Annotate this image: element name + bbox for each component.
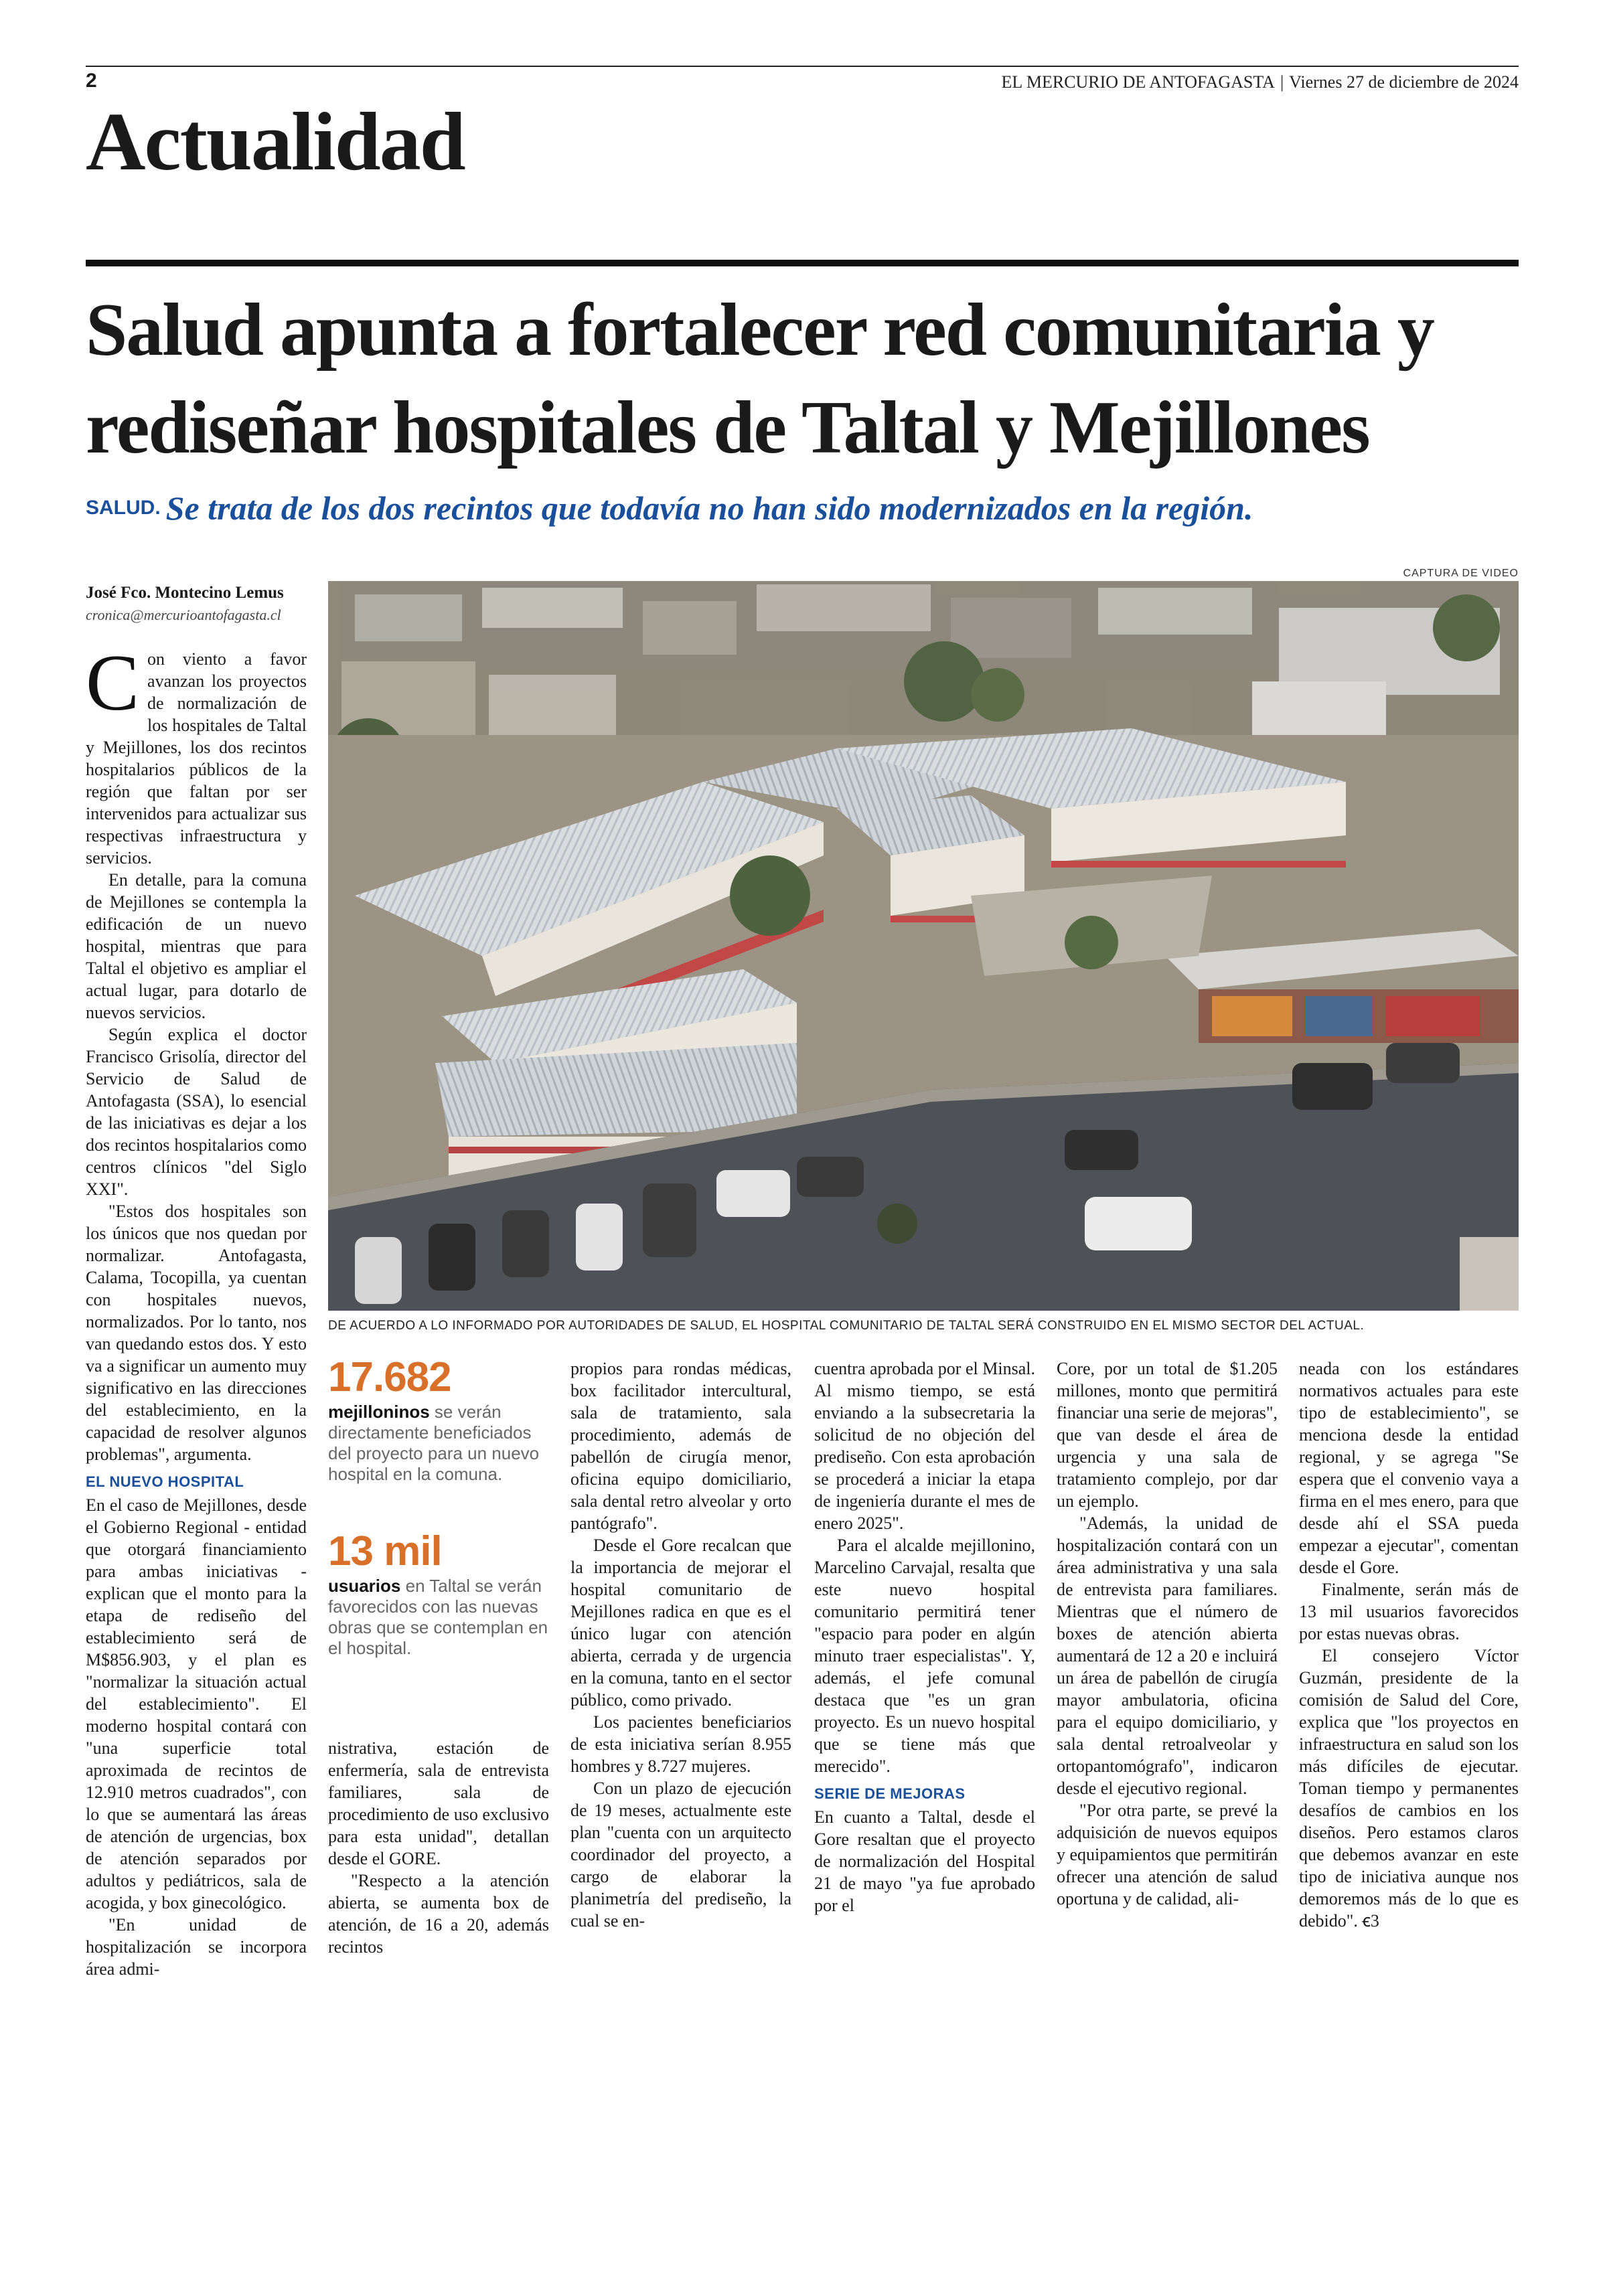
stat-keyword: usuarios <box>328 1576 401 1596</box>
stat-description <box>328 1402 556 1485</box>
article-deck: Se trata de los dos recintos que todavía no han sido modernizados en la región. <box>165 489 1253 527</box>
paragraph: "Por otra parte, se prevé la adquisición de nuevos equipos y equipamientos que permitirán ofrecer una atención de salud oportuna y de calidad, ali- <box>1057 1801 1278 1908</box>
article-headline: Salud apunta a fortalecer red comunitaria y rediseñar hospitales de Taltal y Mejillones <box>86 289 1434 469</box>
column-5 <box>1057 1358 1278 1910</box>
masthead <box>1002 72 1519 92</box>
paragraph: En cuanto a Taltal, desde el Gore resaltan que el proyecto de normalización del Hospital 21 de mayo "ya fue aprobado por el <box>814 1807 1035 1915</box>
drop-cap: C <box>86 638 140 727</box>
stat-description <box>328 1576 556 1659</box>
stat-number: 13 mil <box>328 1528 442 1574</box>
paragraph: "Estos dos hospitales son los únicos que nos quedan por normalizar. Antofagasta, Calama, Tocopilla, ya cuentan con hospitales nuevos, normalizados. Por lo tanto, nos van quedando estos dos. Y esto va a significar un aumento muy significativo en las direcciones del establecimiento, en la capacidad de resolver algunos problemas", argumenta. <box>86 1202 307 1464</box>
publication-date: Viernes 27 de diciembre de 2024 <box>1289 72 1519 92</box>
stat-text: se verán directamente beneficiados del proyecto para un nuevo hospital en la comuna. <box>328 1402 540 1484</box>
paragraph: cuentra aprobada por el Minsal. Al mismo tiempo, se está enviando a la subsecretaria la solicitud de no objeción del prediseño. Con esta aprobación se procederá a iniciar la etapa de ingeniería durante el mes de enero 2025". <box>814 1359 1035 1533</box>
paragraph: neada con los estándares normativos actuales para este tipo de establecimiento", se menciona desde la entidad regional, y se agrega "Se espera que el convenio vaya a firma en el mes enero, para que desde ahí el SSA pueda empezar a ejecutar", comentan desde el Gore. <box>1299 1359 1519 1577</box>
author-email: cronica@mercurioantofagasta.cl <box>86 606 281 623</box>
paragraph: Para el alcalde mejillonino, Marcelino Carvajal, resalta que este nuevo hospital comunitario permitirá tener "espacio para poder en algún minuto traer especialistas". Y, además, el jefe comunal destaca que "es un gran proyecto. Es un nuevo hospital que se tiene más que merecido". <box>814 1536 1035 1776</box>
paragraph: Los pacientes beneficiarios de esta iniciativa serían 8.955 hombres y 8.727 mujeres. <box>570 1712 791 1776</box>
author-name: José Fco. Montecino Lemus <box>86 584 284 602</box>
paragraph: on viento a favor avanzan los proyectos de normalización de los hospitales de Taltal y Mejillones, los dos recintos hospitalarios públicos de la región que faltan por ser intervenidos para actualizar sus respectivas infraestructura y servicios. <box>86 649 307 868</box>
paragraph: "Además, la unidad de hospitalización contará con un área administrativa y una sala de entrevista para familiares. Mientras que el número de boxes de atención abierta aumentará de 12 a 20 e incluirá un área de pabellón de cirugía mayor ambulatoria, oficina para el equipo domiciliario, y sala dental retroalveolar y ortopantomógrafo", indicaron desde el ejecutivo regional. <box>1057 1513 1278 1798</box>
paragraph-text: El consejero Víctor Guzmán, presidente de la comisión de Salud del Core, explica que "los proyectos en infraestructura en salud son los más difíciles de ejecutar. Toman tiempo y permanentes desafíos de cambios en los diseños. Pero estamos claros que debemos avanzar en este tipo de iniciativa aunque nos demoremos más de lo que es debido". <box>1299 1646 1519 1931</box>
paragraph: nistrativa, estación de enfermería, sala de entrevista familiares, sala de procedimiento de uso exclusivo para esta unidad", detallan desde el GORE. <box>328 1738 549 1868</box>
headline-rule <box>86 260 1519 266</box>
stat-number: 17.682 <box>328 1354 451 1400</box>
stat-mejillones <box>328 1354 556 1485</box>
paragraph <box>1299 1645 1519 1932</box>
paragraph: En detalle, para la comuna de Mejillones se contempla la edificación de un nuevo hospital, mientras que para Taltal el objetivo es ampliar el actual lugar, para dotarlo de nuevos servicios. <box>86 870 307 1022</box>
top-rule <box>86 66 1519 67</box>
paragraph: Core, por un total de $1.205 millones, monto que permitirá financiar una serie de mejoras", que van desde el área de urgencia y una sala de tratamiento complejo, por dar un ejemplo. <box>1057 1359 1278 1511</box>
column-6 <box>1299 1358 1519 1932</box>
subhead-serie-de-mejoras: SERIE DE MEJORAS <box>814 1785 966 1802</box>
column-2 <box>328 1737 549 1958</box>
hospital-aerial-photo <box>328 581 1519 1311</box>
publication-name: EL MERCURIO DE ANTOFAGASTA <box>1001 72 1275 92</box>
stat-taltal <box>328 1528 556 1659</box>
end-mark: ꞓ3 <box>1362 1911 1379 1931</box>
kicker <box>86 489 1253 527</box>
subhead-nuevo-hospital: EL NUEVO HOSPITAL <box>86 1473 244 1490</box>
paragraph: propios para rondas médicas, box facilitador intercultural, sala de tratamiento, sala procedimiento, además de pabellón de cirugía menor, oficina equipo domiciliario, sala dental retro alveolar y orto pantógrafo". <box>570 1359 791 1533</box>
kicker-tag: SALUD. <box>86 497 161 519</box>
stat-text: en Taltal se verán favorecidos con las nuevas obras que se contemplan en el hospital. <box>328 1576 548 1658</box>
paragraph: Con un plazo de ejecución de 19 meses, actualmente este plan "cuenta con un arquitecto coordinador del proyecto, a cargo de elaborar la planimetría del prediseño, la cual se en- <box>570 1779 791 1931</box>
byline <box>86 584 307 624</box>
masthead-separator: | <box>1280 72 1284 92</box>
column-4 <box>814 1358 1035 1916</box>
paragraph: Según explica el doctor Francisco Grisolía, director del Servicio de Salud de Antofagasta (SSA), lo esencial de las iniciativas es dejar a los dos recintos hospitalarios como centros clínicos "del Siglo XXI". <box>86 1025 307 1199</box>
column-3 <box>570 1358 791 1932</box>
hospital-aerial-illustration <box>328 581 1519 1311</box>
paragraph: Desde el Gore recalcan que la importancia de mejorar el hospital comunitario de Mejillones radica en que es el único lugar con atención abierta, cerrada y de urgencia en la comuna, tanto en el sector público, como privado. <box>570 1536 791 1710</box>
page-number: 2 <box>86 70 97 92</box>
paragraph: "Respecto a la atención abierta, se aumenta box de atención, de 16 a 20, además recintos <box>328 1871 549 1957</box>
paragraph: "En unidad de hospitalización se incorpora área admi- <box>86 1915 307 1979</box>
section-title: Actualidad <box>86 96 465 187</box>
photo-caption: DE ACUERDO A LO INFORMADO POR AUTORIDADES DE SALUD, EL HOSPITAL COMUNITARIO DE TALTAL SERÁ CONSTRUIDO EN EL MISMO SECTOR DEL ACTUAL. <box>328 1319 1365 1333</box>
column-1 <box>86 638 307 1980</box>
paragraph: En el caso de Mejillones, desde el Gobierno Regional - entidad que otorgará financiamiento para ambas iniciativas - explican que el monto para la etapa de rediseño del establecimiento será de M$856.903, y el plan es "normalizar la situación actual del establecimiento". El moderno hospital contará con "una superficie total aproximada de recintos de 12.910 metros cuadrados", con lo que se aumentará las áreas de atención de urgencias, box de atención separados por adultos y pediátricos, sala de acogida, y box ginecológico. <box>86 1495 307 1912</box>
stat-keyword: mejilloninos <box>328 1402 430 1422</box>
photo-credit: CAPTURA DE VIDEO <box>1403 568 1519 579</box>
paragraph: Finalmente, serán más de 13 mil usuarios favorecidos por estas nuevas obras. <box>1299 1580 1519 1643</box>
